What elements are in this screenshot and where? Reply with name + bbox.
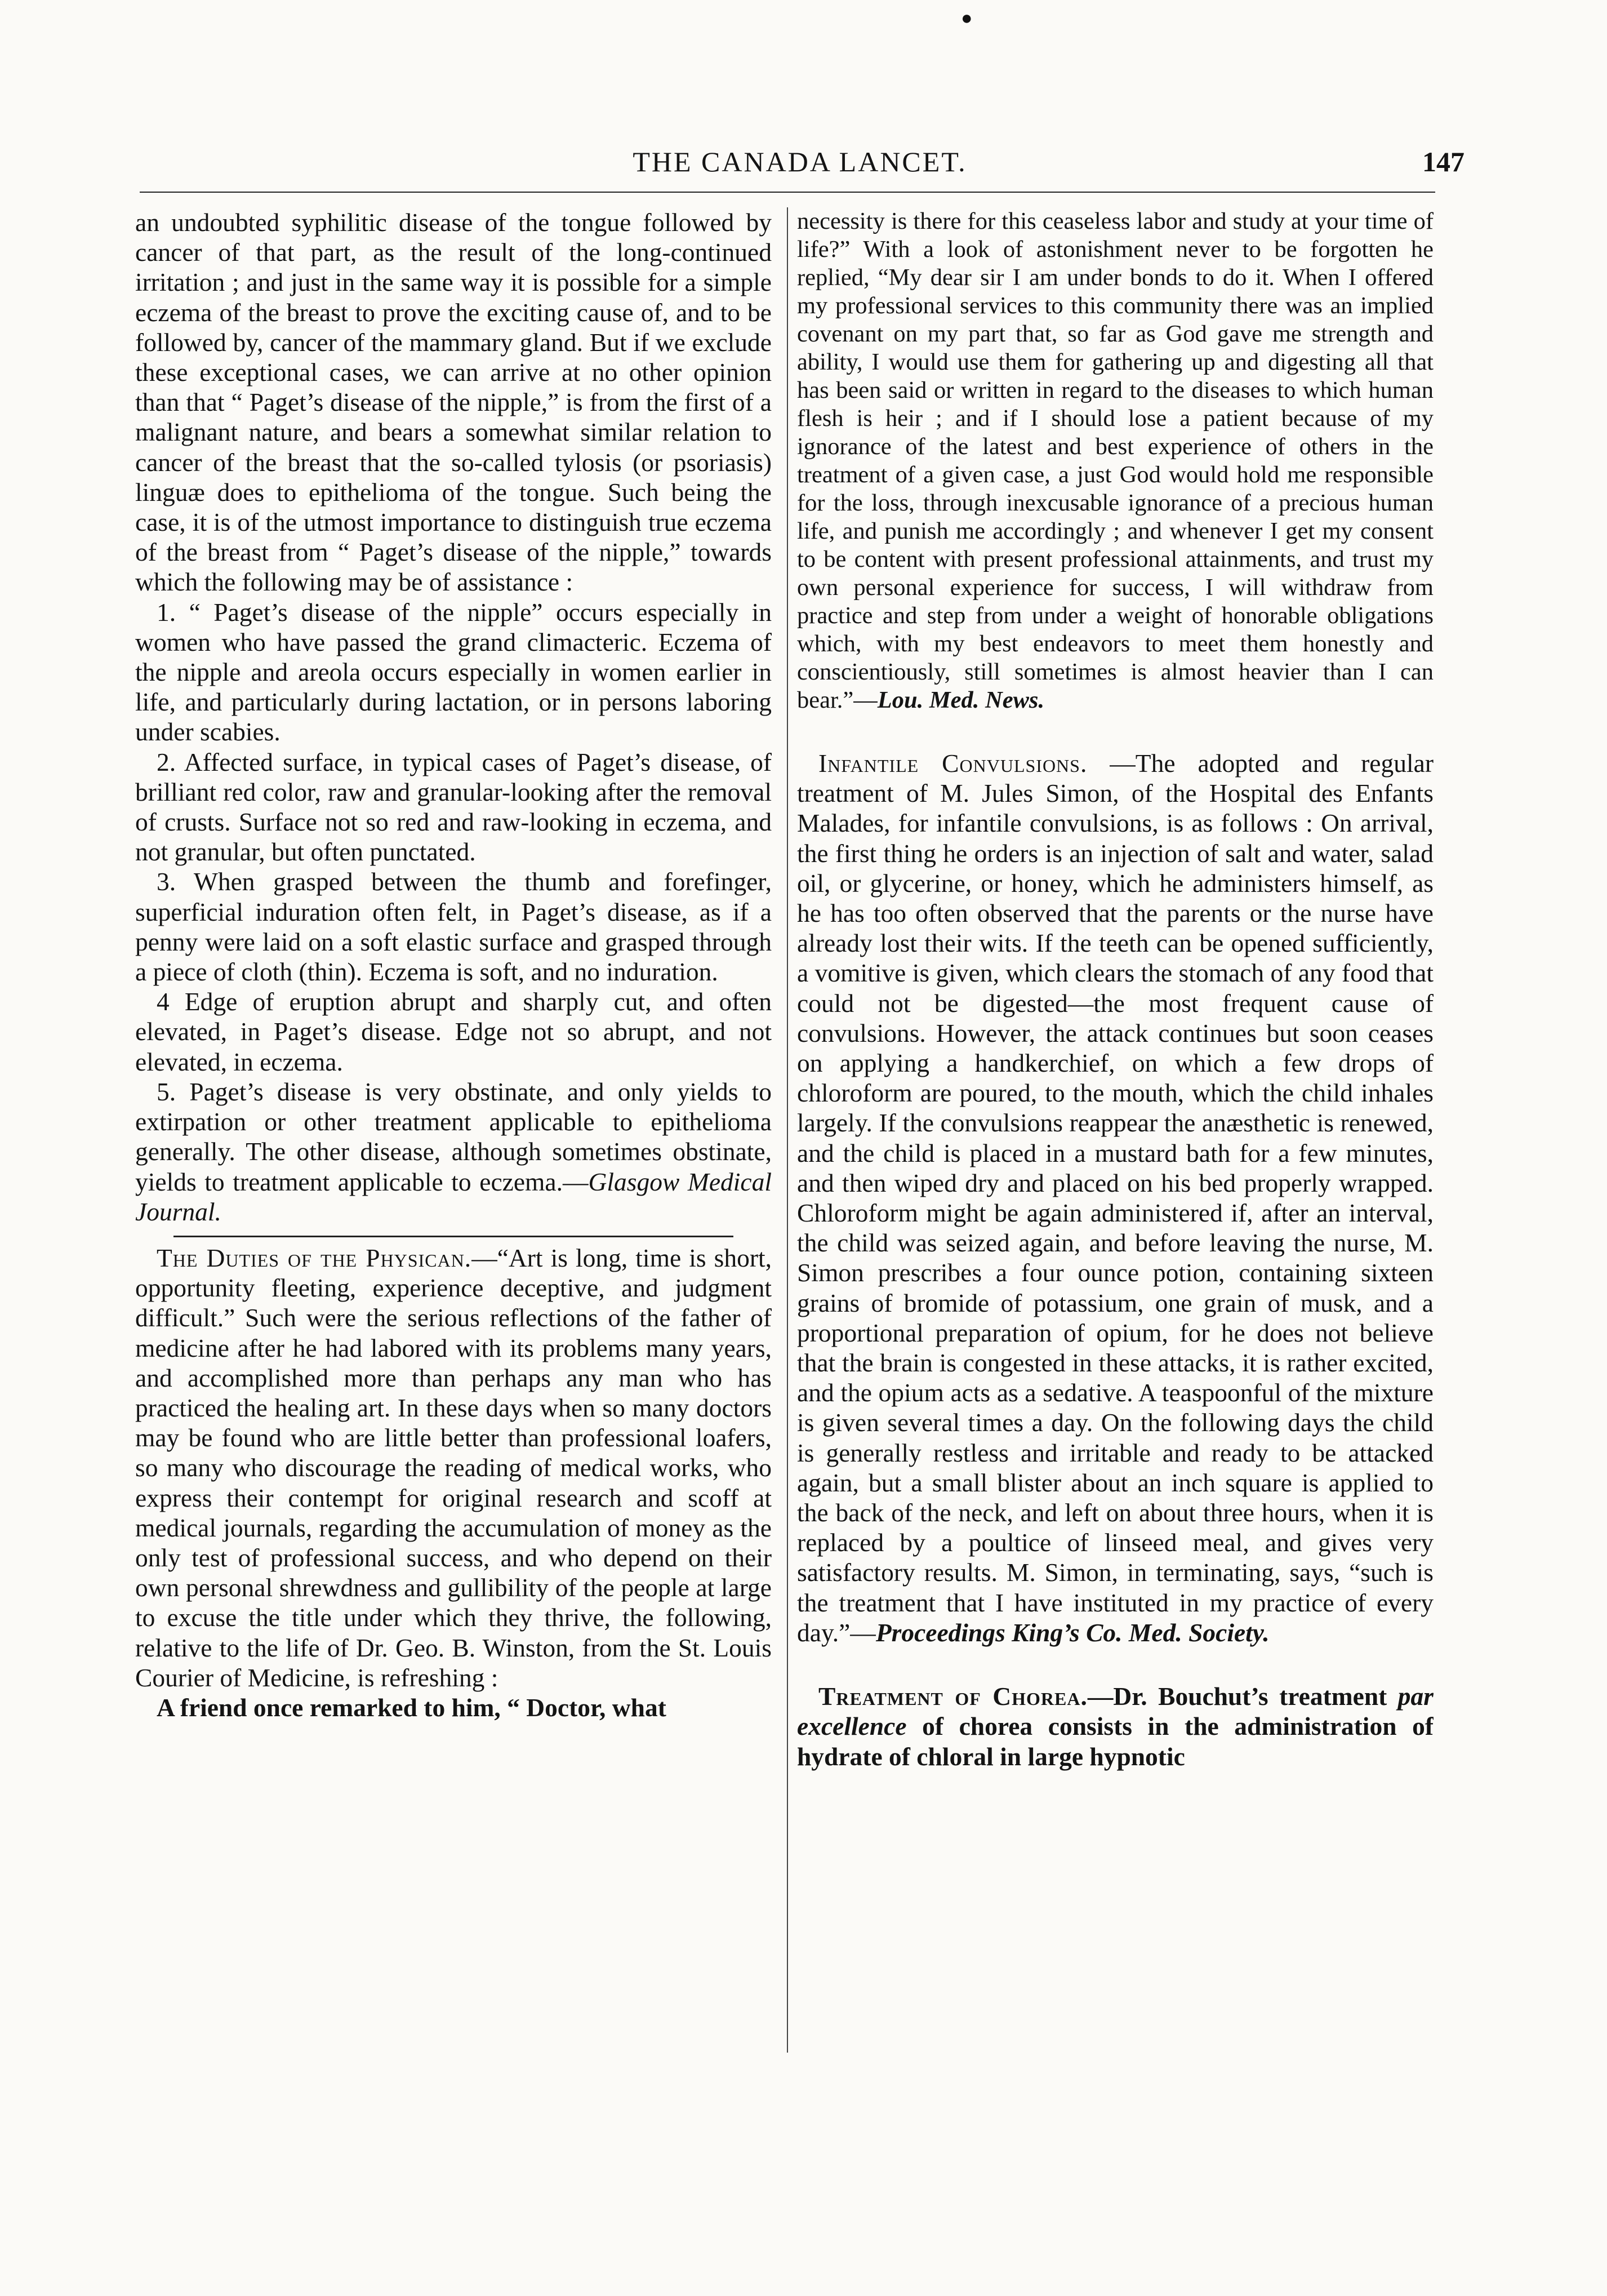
chorea-text-end: of chorea consists in the administration of hydrate of chloral in large hypnotic (797, 1712, 1434, 1771)
paget-point-1: 1. “ Paget’s disease of the nipple” occurs especially in women who have passed the grand climacteric. Eczema of the nipple and areola occurs especially in women earlier in life, and particularly during lactation, or in persons laboring under scabies. (135, 597, 772, 747)
paget-opening-paragraph: an undoubted syphilitic disease of the tongue followed by cancer of that part, as the result of the long-continued irritation ; and just in the same way it is possible for a simple eczema of the breast to prove the exciting cause of, and to be followed by, cancer of the mammary gland. But if we exclude these exceptional cases, we can arrive at no other opinion than that “ Paget’s disease of the nipple,” is from the first of a malignant nature, and bears a somewhat similar relation to cancer of the breast that the so-called tylosis (or psoriasis) linguæ does to epithelioma of the tongue. Such being the case, it is of the utmost importance to distinguish true eczema of the breast from “ Paget’s disease of the nipple,” towards which the following may be of assistance : (135, 208, 772, 597)
page-number: 147 (1422, 146, 1464, 177)
duties-continuation (797, 207, 1434, 714)
duties-text: —“Art is long, time is short, opportunity fleeting, experience deceptive, and judgment difficult.” Such were the serious reflections of the father of medicine after he had labored with its problems many years, and accomplished more than perhaps any man who has practiced the healing art. In these days when so many doctors may be found who are little better than professional loafers, so many who discourage the reading of medical works, who express their contempt for original research and scoff at medical journals, regarding the accumulation of money as the only test of professional success, and who depend on their own personal shrewdness and gullibility of the people at large to excuse the title under which they thrive, the following, relative to the life of Dr. Geo. B. Winston, from the St. Louis Courier of Medicine, is refreshing : (135, 1243, 772, 1692)
section-rule (173, 1236, 733, 1237)
chorea-article (797, 1681, 1434, 1771)
left-column (135, 207, 772, 2053)
right-column (797, 207, 1434, 2053)
duties-article (135, 1243, 772, 1693)
chorea-text-start: —Dr. Bouchut’s treatment (1087, 1682, 1398, 1711)
convulsions-heading: Infantile Convulsions. (818, 749, 1088, 778)
paget-source: Glasgow Medical Journal. (135, 1167, 772, 1226)
paget-point-3: 3. When grasped between the thumb and forefinger, superficial induration often felt, in Paget’s disease, as if a penny were laid on a soft elastic surface and grasped through a piece of cloth (thin). Eczema is soft, and no induration. (135, 867, 772, 987)
header-rule (140, 192, 1435, 193)
duties-source: Lou. Med. News. (877, 687, 1045, 713)
convulsions-article (797, 748, 1434, 1647)
duties-heading: The Duties of the Physican. (157, 1243, 472, 1272)
paget-point-4: 4 Edge of eruption abrupt and sharply cut, and often elevated, in Paget’s disease. Edge not so abrupt, and not elevated, in eczema. (135, 987, 772, 1076)
chorea-heading: Treatment of Chorea. (818, 1682, 1088, 1711)
running-head (135, 145, 1464, 190)
paget-point-2: 2. Affected surface, in typical cases of Paget’s disease, of brilliant red color, raw and granular-looking after the removal of crusts. Surface not so red and raw-looking in eczema, and not granular, but often punctated. (135, 747, 772, 867)
paget-point-5 (135, 1077, 772, 1227)
convulsions-text: —The adopted and regular treatment of M. Jules Simon, of the Hospital des Enfants Malades, for infantile convulsions, is as follows : On arrival, the first thing he orders is an injection of salt and water, salad oil, or glycerine, or honey, which he administers himself, as he has too often observed that the parents or the nurse have already lost their wits. If the teeth can be opened sufficiently, a vomitive is given, which clears the stomach of any food that could not be digested—the most frequent cause of convulsions. However, the attack continues but soon ceases on applying a handkerchief, on which a few drops of chloroform are poured, to the mouth, which the child inhales largely. If the convulsions reappear the anæsthetic is renewed, and the child is placed in a mustard bath for a few minutes, and then wiped dry and placed on his bed properly wrapped. Chloroform might be again administered if, after an interval, the child was seized again, and before leaving the nurse, M. Simon prescribes a four ounce potion, containing sixteen grains of bromide of potassium, one grain of musk, and a proportional preparation of opium, for he does not believe that the brain is congested in these attacks, it is rather excited, and the opium acts as a sedative. A teaspoonful of the mixture is given several times a day. On the following days the child is generally restless and irritable and ready to be attacked again, but a small blister about an inch square is applied to the back of the neck, and left on about three hours, when it is replaced by a poultice of linseed meal, and gives very satisfactory results. M. Simon, in terminating, says, “such is the treatment that I have instituted in my practice of every day.”— (797, 749, 1434, 1647)
ink-speck: ● (961, 8, 973, 29)
duties-last-line: A friend once remarked to him, “ Doctor, what (157, 1693, 666, 1722)
duties-continued-text: necessity is there for this ceaseless labor and study at your time of life?” With a look of astonishment never to be forgotten he replied, “My dear sir I am under bonds to do it. When I offered my professional services to this community there was an implied covenant on my part that, so far as God gave me strength and ability, I would use them for gathering up and digesting all that has been said or written in regard to the diseases to which human flesh is heir ; and if I should lose a patient because of my ignorance of the latest and best experience of others in the treatment of a given case, a just God would hold me responsible for the loss, through inexcusable ignorance of a precious human life, and punish me accordingly ; and whenever I get my consent to be content with present professional attainments, and trust my own personal experience for success, I will withdraw from practice and step from under a weight of honorable obligations which, with my best endeavors to meet them honestly and conscientiously, still sometimes is almost heavier than I can bear.”— (797, 208, 1434, 713)
paget-point-5-text: 5. Paget’s disease is very obstinate, and only yields to extirpation or other treatment applicable to epithelioma generally. The other disease, although sometimes obstinate, yields to treatment applicable to eczema.— (135, 1077, 772, 1196)
column-divider (787, 207, 788, 2053)
convulsions-source: Proceedings King’s Co. Med. Society. (875, 1618, 1270, 1647)
chorea-italic-term: par excellence (797, 1682, 1434, 1741)
journal-title: THE CANADA LANCET. (633, 146, 967, 177)
